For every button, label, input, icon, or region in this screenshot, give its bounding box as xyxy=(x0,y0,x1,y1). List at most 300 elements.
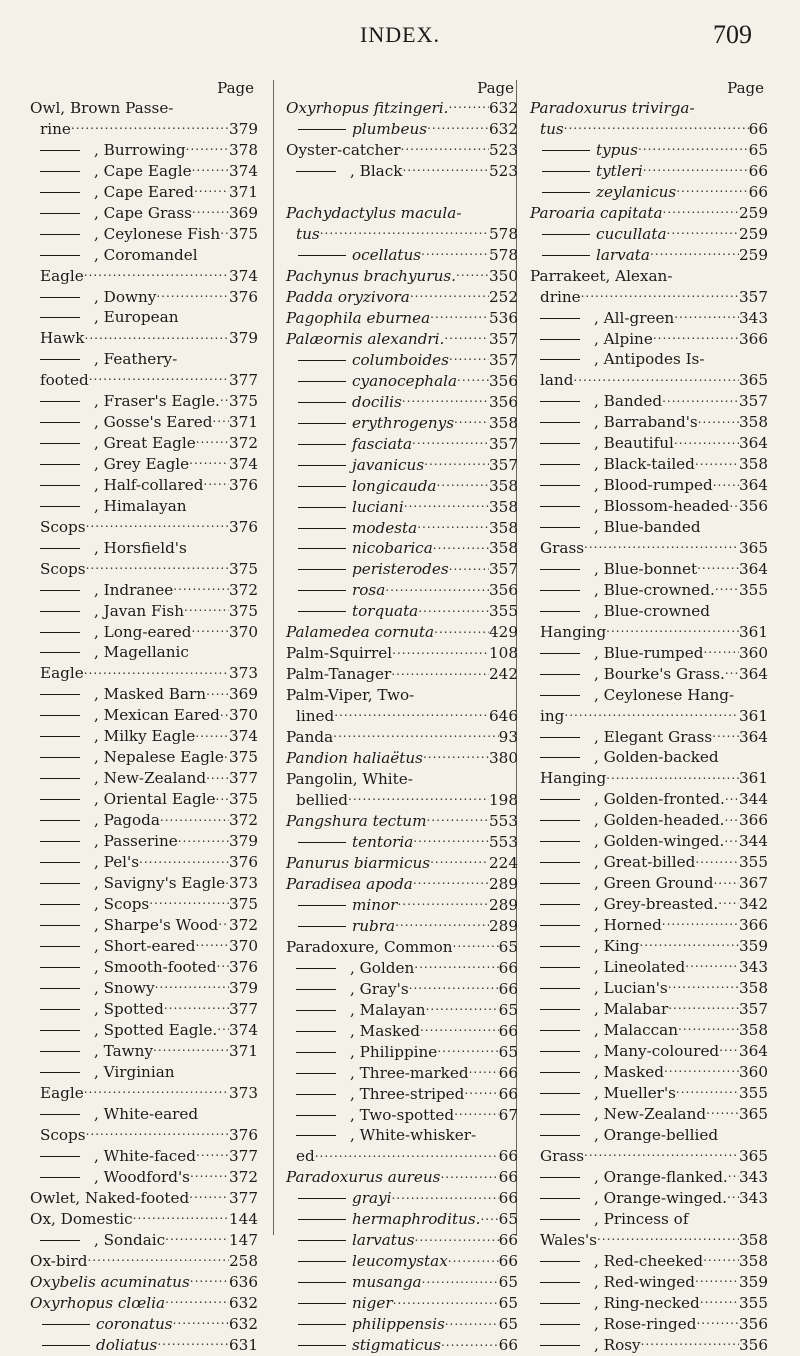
entry-text: , Rose-ringed xyxy=(530,1314,696,1335)
entry-page-number: 379 xyxy=(229,979,258,998)
entry-page-number: 66 xyxy=(498,1168,518,1187)
entry-text: , Princess of xyxy=(530,1209,688,1230)
dot-leader xyxy=(713,873,739,888)
index-entry xyxy=(30,98,258,119)
entry-text: , Blood-rumped xyxy=(530,475,713,496)
index-column-3 xyxy=(530,78,768,1355)
entry-text: , Golden xyxy=(286,958,414,979)
entry-text: javanicus xyxy=(286,455,424,476)
dot-leader xyxy=(448,1251,499,1266)
dot-leader xyxy=(454,412,489,427)
entry-text: , Ring-necked xyxy=(530,1293,700,1314)
entry-page-number: 355 xyxy=(739,581,768,600)
entry-text: niger xyxy=(286,1293,393,1314)
entry-text: hermaphroditus. xyxy=(286,1209,480,1230)
entry-page-number: 66 xyxy=(498,1231,518,1250)
entry-text: Hawk xyxy=(40,329,85,348)
entry-page-number: 377 xyxy=(229,769,258,788)
dot-leader xyxy=(194,182,229,197)
entry-text: , Cape Eared xyxy=(30,182,194,203)
entry-page-number: 360 xyxy=(739,1063,768,1082)
dot-leader xyxy=(639,936,739,951)
entry-text: , Lucian's xyxy=(530,978,668,999)
entry-page-number: 65 xyxy=(498,1315,518,1334)
dot-leader xyxy=(320,224,489,239)
index-entry xyxy=(286,328,518,349)
entry-text: Grass xyxy=(540,539,585,558)
entry-text: , Long-eared xyxy=(30,622,192,643)
index-entry xyxy=(30,580,258,601)
entry-text: , Snowy xyxy=(30,978,155,999)
dot-leader xyxy=(706,1104,739,1119)
entry-page-number: 359 xyxy=(739,1272,768,1291)
entry-page-number: 367 xyxy=(739,874,768,893)
entry-page-number: 377 xyxy=(229,371,258,390)
entry-text: Padda oryzivora xyxy=(286,287,410,306)
dot-leader xyxy=(385,580,489,595)
dot-leader xyxy=(584,538,739,553)
entry-page-number: 198 xyxy=(489,790,518,809)
index-entry xyxy=(286,454,518,475)
entry-page-number: 374 xyxy=(229,161,258,180)
index-entry xyxy=(286,1188,518,1209)
entry-text: , Green Ground xyxy=(530,873,713,894)
entry-text: , Savigny's Eagle xyxy=(30,873,225,894)
index-entry xyxy=(530,685,768,706)
entry-text: Parrakeet, Alexan- xyxy=(530,266,673,285)
dot-leader xyxy=(196,936,230,951)
index-entry xyxy=(286,874,518,895)
index-entry xyxy=(286,412,518,433)
entry-text: , Javan Fish xyxy=(30,601,184,622)
dot-leader xyxy=(133,1208,229,1223)
entry-text: Pachynus brachyurus. xyxy=(286,266,456,285)
dot-leader xyxy=(86,517,229,532)
entry-text: , White-eared xyxy=(30,1104,198,1125)
entry-text: , Great-billed xyxy=(530,852,695,873)
entry-text: Palamedea cornuta xyxy=(286,623,435,642)
dot-leader xyxy=(674,307,739,322)
dot-leader xyxy=(184,601,229,616)
entry-page-number: 636 xyxy=(229,1272,258,1291)
dot-leader xyxy=(348,790,489,805)
dot-leader xyxy=(457,370,489,385)
index-entry xyxy=(286,853,518,874)
index-entry xyxy=(30,538,258,559)
entry-page-number: 372 xyxy=(229,580,258,599)
index-entry xyxy=(286,1125,518,1146)
entry-page-number: 358 xyxy=(739,1021,768,1040)
entry-page-number: 359 xyxy=(739,937,768,956)
entry-text: , Golden-backed xyxy=(530,747,719,768)
entry-text: , Magellanic xyxy=(30,642,189,663)
dot-leader xyxy=(192,621,229,636)
entry-page-number: 65 xyxy=(498,1042,518,1061)
index-entry xyxy=(530,1292,768,1313)
dot-leader xyxy=(441,1335,499,1350)
entry-text: , Sharpe's Wood xyxy=(30,915,218,936)
index-entry xyxy=(30,1271,258,1292)
entry-page-number: 356 xyxy=(739,497,768,516)
dot-leader xyxy=(715,580,739,595)
entry-text: Scops xyxy=(40,559,86,578)
entry-page-number: 632 xyxy=(229,1314,258,1333)
index-entry xyxy=(30,559,258,580)
entry-text: bellied xyxy=(296,790,348,809)
dot-leader xyxy=(413,874,489,889)
entry-text: peristerodes xyxy=(286,559,449,580)
entry-page-number: 66 xyxy=(498,1252,518,1271)
dot-leader xyxy=(725,664,739,679)
index-entry xyxy=(286,1167,518,1188)
entry-text: , Gosse's Eared xyxy=(30,412,212,433)
dot-leader xyxy=(445,1314,499,1329)
index-entry xyxy=(30,391,258,412)
dot-leader xyxy=(84,1083,229,1098)
entry-text: , Great Eagle xyxy=(30,433,196,454)
entry-text: , Bourke's Grass. xyxy=(530,664,725,685)
dot-leader xyxy=(653,328,739,343)
entry-text: , Golden-headed. xyxy=(530,810,725,831)
entry-text: , Oriental Eagle xyxy=(30,789,216,810)
index-entry xyxy=(530,412,768,433)
dot-leader xyxy=(206,768,229,783)
dot-leader xyxy=(217,1020,229,1035)
index-entry xyxy=(286,958,518,979)
index-entry xyxy=(30,496,258,517)
dot-leader xyxy=(410,286,489,301)
entry-page-number: 344 xyxy=(739,832,768,851)
entry-page-number: 374 xyxy=(229,727,258,746)
entry-text: doliatus xyxy=(30,1335,157,1356)
dot-leader xyxy=(220,391,229,406)
dot-leader xyxy=(728,1167,739,1182)
entry-page-number: 364 xyxy=(739,434,768,453)
entry-page-number: 364 xyxy=(739,664,768,683)
column-page-heading: Page xyxy=(217,79,254,97)
dot-leader xyxy=(218,915,229,930)
entry-text: , Pel's xyxy=(30,852,139,873)
dot-leader xyxy=(573,370,739,385)
entry-text: rine xyxy=(40,119,71,138)
dot-leader xyxy=(195,726,229,741)
dot-leader xyxy=(424,454,489,469)
entry-text: lined xyxy=(296,707,335,726)
entry-text: , Blue-crowned. xyxy=(530,580,715,601)
entry-page-number: 65 xyxy=(498,937,518,956)
index-entry xyxy=(30,601,258,622)
entry-page-number: 258 xyxy=(229,1251,258,1270)
dot-leader xyxy=(454,1105,499,1120)
dot-leader xyxy=(676,1083,739,1098)
entry-page-number: 375 xyxy=(229,601,258,620)
index-entry xyxy=(530,203,768,224)
index-entry xyxy=(30,1104,258,1125)
dot-leader xyxy=(606,622,739,637)
entry-text: larvatus xyxy=(286,1230,415,1251)
index-entry xyxy=(530,98,768,119)
entry-page-number: 364 xyxy=(739,560,768,579)
dot-leader xyxy=(86,1125,229,1140)
entry-text: , Fraser's Eagle. xyxy=(30,391,220,412)
index-entry xyxy=(30,684,258,705)
entry-text: , King xyxy=(530,936,639,957)
index-entry xyxy=(286,98,518,119)
entry-text: , Alpine xyxy=(530,329,653,350)
dot-leader xyxy=(641,1334,739,1349)
entry-text: rubra xyxy=(286,916,395,937)
entry-page-number: 379 xyxy=(229,329,258,348)
entry-text: docilis xyxy=(286,392,402,413)
entry-text: coronatus xyxy=(30,1314,173,1335)
entry-text: , Cape Eagle xyxy=(30,161,192,182)
entry-page-number: 358 xyxy=(739,979,768,998)
dot-leader xyxy=(440,1167,498,1182)
index-entry xyxy=(530,747,768,768)
entry-page-number: 224 xyxy=(489,853,518,872)
index-entry xyxy=(30,873,258,894)
entry-text: , Grey Eagle xyxy=(30,454,189,475)
index-entry xyxy=(30,328,258,349)
entry-text: , Black xyxy=(286,161,402,182)
entry-page-number: 361 xyxy=(739,706,768,725)
entry-text: leucomystax xyxy=(286,1251,448,1272)
page-number: 709 xyxy=(713,20,752,49)
entry-page-number: 372 xyxy=(229,434,258,453)
index-entry xyxy=(530,496,768,517)
entry-page-number: 373 xyxy=(229,664,258,683)
index-entry xyxy=(30,1146,258,1167)
entry-text: , Coromandel xyxy=(30,245,198,266)
entry-page-number: 364 xyxy=(739,476,768,495)
dot-leader xyxy=(84,663,229,678)
entry-text: , Virginian xyxy=(30,1062,175,1083)
entry-text: tus xyxy=(540,119,564,138)
dot-leader xyxy=(173,580,229,595)
index-entry xyxy=(530,1188,768,1209)
dot-leader xyxy=(89,370,229,385)
entry-page-number: 65 xyxy=(498,1000,518,1019)
dot-leader xyxy=(71,119,229,134)
index-entry xyxy=(286,119,518,140)
entry-page-number: 357 xyxy=(489,434,518,453)
entry-page-number: 646 xyxy=(489,707,518,726)
entry-text: , Passerine xyxy=(30,831,178,852)
entry-page-number: 144 xyxy=(229,1209,258,1228)
entry-text: grayi xyxy=(286,1188,391,1209)
index-entry xyxy=(530,559,768,580)
entry-text: philippensis xyxy=(286,1314,445,1335)
index-entry xyxy=(30,1208,258,1229)
entry-page-number: 376 xyxy=(229,1125,258,1144)
index-entry xyxy=(286,1209,518,1230)
entry-text: , Tawny xyxy=(30,1041,153,1062)
entry-text: , Orange-flanked. xyxy=(530,1167,728,1188)
entry-text: , New-Zealand xyxy=(30,768,206,789)
entry-text: , Red-cheeked xyxy=(530,1251,703,1272)
entry-page-number: 259 xyxy=(739,245,768,264)
index-entry xyxy=(286,1084,518,1105)
dot-leader xyxy=(564,705,739,720)
entry-page-number: 358 xyxy=(489,518,518,537)
index-entry xyxy=(530,852,768,873)
dot-leader xyxy=(727,1188,739,1203)
index-entry xyxy=(286,224,518,245)
entry-page-number: 375 xyxy=(229,895,258,914)
index-entry xyxy=(530,1271,768,1292)
column-divider xyxy=(273,80,274,1235)
index-entry xyxy=(30,894,258,915)
index-entry xyxy=(286,517,518,538)
dot-leader xyxy=(643,161,749,176)
dot-leader xyxy=(404,496,489,511)
entry-page-number: 357 xyxy=(489,329,518,348)
index-entry xyxy=(30,1292,258,1313)
entry-page-number: 373 xyxy=(229,1083,258,1102)
index-entry xyxy=(286,266,518,287)
index-entry xyxy=(530,307,768,328)
entry-page-number: 357 xyxy=(489,350,518,369)
entry-page-number: 378 xyxy=(229,140,258,159)
entry-text: Palm-Squirrel xyxy=(286,644,393,663)
index-entry xyxy=(286,937,518,958)
entry-text: erythrogenys xyxy=(286,413,454,434)
entry-text: typus xyxy=(530,140,638,161)
dot-leader xyxy=(192,203,229,218)
dot-leader xyxy=(164,999,229,1014)
entry-page-number: 357 xyxy=(739,392,768,411)
index-entry xyxy=(286,559,518,580)
column-page-heading: Page xyxy=(477,79,514,97)
entry-page-number: 371 xyxy=(229,1042,258,1061)
entry-page-number: 343 xyxy=(739,958,768,977)
entry-text: Oxybelis acuminatus xyxy=(30,1272,190,1291)
dot-leader xyxy=(430,853,489,868)
dot-leader xyxy=(725,810,740,825)
dot-leader xyxy=(85,328,229,343)
index-entry xyxy=(30,475,258,496)
entry-text: Paroaria capitata xyxy=(530,203,663,222)
entry-page-number: 66 xyxy=(498,979,518,998)
index-entry xyxy=(286,307,518,328)
entry-text: , Woodford's xyxy=(30,1167,190,1188)
dot-leader xyxy=(165,1229,229,1244)
entry-page-number: 357 xyxy=(489,560,518,579)
index-entry xyxy=(30,915,258,936)
index-entry xyxy=(30,433,258,454)
index-entry xyxy=(530,1313,768,1334)
entry-text: modesta xyxy=(286,518,417,539)
dot-leader xyxy=(437,1042,498,1057)
index-entry xyxy=(30,1125,258,1146)
entry-text: , Lineolated xyxy=(530,957,685,978)
entry-page-number: 379 xyxy=(229,119,258,138)
entry-text: , Masked xyxy=(530,1062,664,1083)
entry-text: , Banded xyxy=(530,391,662,412)
entry-text: , Beautiful xyxy=(530,433,674,454)
dot-leader xyxy=(84,266,229,281)
dot-leader xyxy=(212,412,229,427)
index-entry xyxy=(530,1167,768,1188)
index-entry xyxy=(286,580,518,601)
dot-leader xyxy=(421,245,489,260)
index-entry xyxy=(286,245,518,266)
dot-leader xyxy=(165,1292,229,1307)
entry-page-number: 371 xyxy=(229,413,258,432)
entry-page-number: 360 xyxy=(739,643,768,662)
dot-leader xyxy=(434,622,489,637)
dot-leader xyxy=(409,979,499,994)
dot-leader xyxy=(696,1313,739,1328)
entry-page-number: 252 xyxy=(489,287,518,306)
index-entry xyxy=(30,999,258,1020)
dot-leader xyxy=(412,433,489,448)
entry-text: longicauda xyxy=(286,476,436,497)
index-entry xyxy=(30,1167,258,1188)
entry-page-number: 66 xyxy=(498,1189,518,1208)
entry-text: ed xyxy=(296,1147,315,1166)
index-entry xyxy=(530,1041,768,1062)
index-entry xyxy=(530,349,768,370)
entry-page-number: 375 xyxy=(229,748,258,767)
dot-leader xyxy=(397,895,489,910)
dot-leader xyxy=(464,1084,498,1099)
entry-text: , White-faced xyxy=(30,1146,196,1167)
dot-leader xyxy=(160,810,229,825)
entry-text: cyanocephala xyxy=(286,371,457,392)
entry-page-number: 374 xyxy=(229,1021,258,1040)
index-entry xyxy=(530,1083,768,1104)
entry-page-number: 357 xyxy=(489,455,518,474)
entry-page-number: 65 xyxy=(498,1273,518,1292)
dot-leader xyxy=(449,559,489,574)
entry-text: , Blue-banded xyxy=(530,517,701,538)
index-column-2 xyxy=(286,78,518,1356)
dot-leader xyxy=(676,182,748,197)
index-entry xyxy=(286,979,518,1000)
dot-leader xyxy=(695,1271,739,1286)
index-entry xyxy=(30,182,258,203)
dot-leader xyxy=(713,475,739,490)
entry-text: , Golden-fronted. xyxy=(530,789,725,810)
entry-page-number: 632 xyxy=(489,120,518,139)
entry-page-number: 366 xyxy=(739,916,768,935)
dot-leader xyxy=(597,1229,739,1244)
entry-page-number: 375 xyxy=(229,224,258,243)
entry-text: , Malabar xyxy=(530,999,668,1020)
entry-text: Scops xyxy=(40,517,86,536)
index-entry xyxy=(286,391,518,412)
index-entry xyxy=(30,936,258,957)
entry-page-number: 355 xyxy=(739,853,768,872)
dot-leader xyxy=(402,391,489,406)
entry-text: rosa xyxy=(286,580,385,601)
entry-page-number: 344 xyxy=(739,790,768,809)
index-entry xyxy=(286,286,518,307)
entry-page-number: 578 xyxy=(489,224,518,243)
entry-page-number: 376 xyxy=(229,287,258,306)
index-entry xyxy=(530,245,768,266)
dot-leader xyxy=(216,789,229,804)
entry-page-number: 356 xyxy=(739,1335,768,1354)
dot-leader xyxy=(225,873,229,888)
entry-page-number: 259 xyxy=(739,203,768,222)
index-entry xyxy=(286,433,518,454)
entry-page-number: 343 xyxy=(739,1167,768,1186)
index-entry xyxy=(530,328,768,349)
index-entry xyxy=(530,1250,768,1271)
entry-text: Hanging xyxy=(540,622,607,641)
